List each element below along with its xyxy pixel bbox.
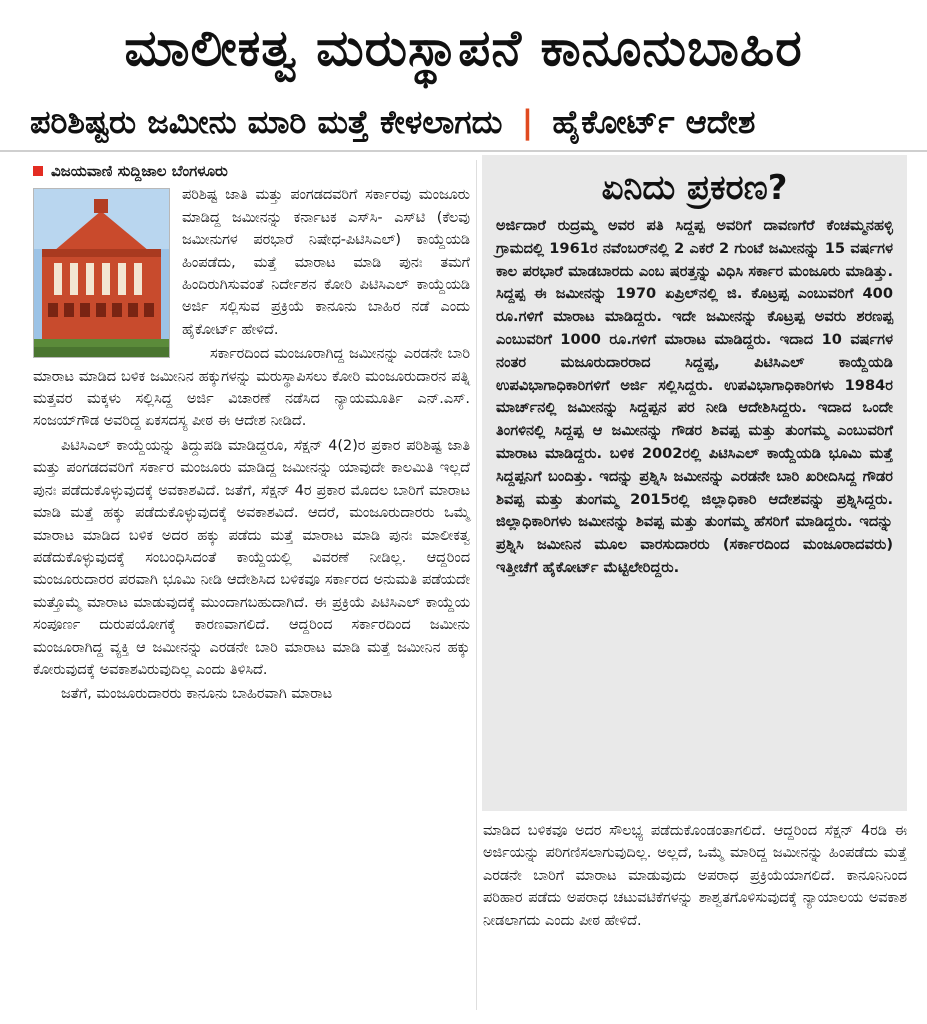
article-left-column <box>33 160 470 708</box>
byline-marker-icon <box>33 166 43 176</box>
subheadline-separator: | <box>521 103 534 141</box>
byline <box>33 160 470 182</box>
byline-text: ವಿಜಯವಾಣಿ ಸುದ್ದಿಜಾಲ ಬೆಂಗಳೂರು <box>51 162 228 180</box>
header-divider <box>0 150 927 152</box>
headline: ಮಾಲೀಕತ್ವ ಮರುಸ್ಥಾಪನೆ ಕಾನೂನುಬಾಹಿರ <box>124 19 803 77</box>
article-paragraph-3: ಪಿಟಿಸಿಎಲ್ ಕಾಯ್ದೆಯನ್ನು ತಿದ್ದುಪಡಿ ಮಾಡಿದ್ದರೂ, ಸೆಕ್ಷನ್ 4(2)ರ ಪ್ರಕಾರ ಪರಿಶಿಷ್ಟ ಜಾತಿ ಮತ್ತು ಪಂಗಡದವರಿಗೆ ಸರ್ಕಾರ ಮಂಜೂರು ಮಾಡಿದ್ದ ಜಮೀನನ್ನು ಯಾವುದೇ ಕಾಲಮಿತಿ ಇಲ್ಲದೆ ಪುನಃ ಪಡೆದುಕೊಳ್ಳುವುದಕ್ಕೆ ಅವಕಾಶವಿದೆ. ಜತೆಗೆ, ಸೆಕ್ಷನ್ 4ರ ಪ್ರಕಾರ ಮೊದಲ ಬಾರಿಗೆ ಮಾರಾಟ ಮಾಡಿ ಮತ್ತೆ ಹಕ್ಕು ಪಡೆದುಕೊಳ್ಳುವುದಕ್ಕೆ ಅವಕಾಶವಿದೆ. ಆದರೆ, ಮಂಜೂರುದಾರರು ಒಮ್ಮೆ ಮಾರಾಟ ಮಾಡಿದ ಬಳಿಕ ಅದರ ಹಕ್ಕು ಪಡೆದು ಮತ್ತೆ ಮಾರಾಟ ಮಾಡಿ ಪುನಃ ಮಾಲೀಕತ್ವ ಪಡೆದುಕೊಳ್ಳುವುದಕ್ಕೆ ಸಂಬಂಧಿಸಿದಂತೆ ಕಾಯ್ದೆಯಲ್ಲಿ ವಿವರಣೆ ನೀಡಿಲ್ಲ. ಆದ್ದರಿಂದ ಮಂಜೂರುದಾರರ ಪರವಾಗಿ ಭೂಮಿ ನೀಡಿ ಆದೇಶಿಸಿದ ಬಳಿಕವೂ ಸರ್ಕಾರದ ಅನುಮತಿ ಪಡೆಯದೇ ಮತ್ತೊಮ್ಮೆ ಮಾರಾಟ ಮಾಡುವುದಕ್ಕೆ ಮುಂದಾಗಬಹುದಾಗಿದೆ. ಈ ಪ್ರಕ್ರಿಯೆ ಪಿಟಿಸಿಎಲ್ ಕಾಯ್ದೆಯ ಸಂಪೂರ್ಣ ದುರುಪಯೋಗಕ್ಕೆ ಕಾರಣವಾಗಲಿದೆ. ಆದ್ದರಿಂದ ಸರ್ಕಾರದಿಂದ ಜಮೀನು ಮಂಜೂರಾಗಿದ್ದ ವ್ಯಕ್ತಿ ಆ ಜಮೀನನ್ನು ಎರಡನೇ ಬಾರಿ ಮಾರಾಟ ಮಾಡಿ ಮತ್ತೆ ಜಮೀನಿನ ಹಕ್ಕು ಕೋರುವುದಕ್ಕೆ ಅವಕಾಶವಿರುವುದಿಲ್ಲ ಎಂದು ತಿಳಿಸಿದೆ. <box>33 437 470 678</box>
article-paragraph-1-text: ಪರಿಶಿಷ್ಟ ಜಾತಿ ಮತ್ತು ಪಂಗಡದವರಿಗೆ ಸರ್ಕಾರವು ಮಂಜೂರು ಮಾಡಿದ್ದ ಜಮೀನನ್ನು ಕರ್ನಾಟಕ ಎಸ್‌ಸಿ- ಎಸ್‌ಟಿ (ಕೆಲವು ಜಮೀನುಗಳ ಪರಭಾರೆ ನಿಷೇಧ-ಪಿಟಿಸಿಎಲ್) ಕಾಯ್ದೆಯಡಿ ಹಿಂಪಡೆದು, ಮತ್ತೆ ಮಾರಾಟ ಮಾಡಿ ಪುನಃ ತಮಗೆ ಹಿಂದಿರುಗಿಸುವಂತೆ ನಿರ್ದೇಶನ ಕೋರಿ ಪಿಟಿಸಿಎಲ್ ಕಾಯ್ದೆಯಡಿ ಅರ್ಜಿ ಸಲ್ಲಿಸುವ ಪ್ರಕ್ರಿಯೆ ಕಾನೂನು ಬಾಹಿರ ನಡೆ ಎಂದು ಹೈಕೋರ್ಟ್ ಹೇಳಿದೆ. <box>182 187 470 338</box>
case-background-text: ಅರ್ಜಿದಾರೆ ರುದ್ರಮ್ಮ ಅವರ ಪತಿ ಸಿದ್ದಪ್ಪ ಅವರಿಗೆ ದಾವಣಗೆರೆ ಕೆಂಚಮ್ಮನಹಳ್ಳಿ ಗ್ರಾಮದಲ್ಲಿ 1961ರ ನವೆಂಬರ್‌ನಲ್ಲಿ 2 ಎಕರೆ 2 ಗುಂಟೆ ಜಮೀನನ್ನು 15 ವರ್ಷಗಳ ಕಾಲ ಪರಭಾರೆ ಮಾಡಬಾರದು ಎಂಬ ಷರತ್ತನ್ನು ವಿಧಿಸಿ ಸರ್ಕಾರ ಮಂಜೂರು ಮಾಡಿತ್ತು. ಸಿದ್ದಪ್ಪ ಈ ಜಮೀನನ್ನು 1970 ಏಪ್ರಿಲ್‌ನಲ್ಲಿ ಜಿ. ಕೊಟ್ರಪ್ಪ ಎಂಬುವರಿಗೆ 400 ರೂ.ಗಳಿಗೆ ಮಾರಾಟ ಮಾಡಿದ್ದರು. ಇದೇ ಜಮೀನನ್ನು ಕೊಟ್ರಪ್ಪ ಅವರು ಶರಣಪ್ಪ ಎಂಬುವರಿಗೆ 1000 ರೂ.ಗಳಿಗೆ ಮಾರಾಟ ಮಾಡಿದ್ದರು. ಇದಾದ 10 ವರ್ಷಗಳ ನಂತರ ಮಜೂರುದಾರರಾದ ಸಿದ್ದಪ್ಪ, ಪಿಟಿಸಿಎಲ್ ಕಾಯ್ದೆಯಡಿ ಉಪವಿಭಾಗಾಧಿಕಾರಿಗಳಿಗೆ ಅರ್ಜಿ ಸಲ್ಲಿಸಿದ್ದರು. ಉಪವಿಭಾಗಾಧಿಕಾರಿಗಳು 1984ರ ಮಾರ್ಚ್‌ನಲ್ಲಿ ಜಮೀನನ್ನು ಸಿದ್ದಪ್ಪನ ಪರ ನೀಡಿ ಆದೇಶಿಸಿದ್ದರು. ಇದಾದ ಒಂದೇ ತಿಂಗಳಿನಲ್ಲಿ ಸಿದ್ದಪ್ಪ ಆ ಜಮೀನನ್ನು ಗೌಡರ ಶಿವಪ್ಪ ಮತ್ತು ತುಂಗಮ್ಮ ಎಂಬುವರಿಗೆ ಮಾರಾಟ ಮಾಡಿದ್ದರು. ಬಳಿಕ 2002ರಲ್ಲಿ ಪಿಟಿಸಿಎಲ್ ಕಾಯ್ದೆಯಡಿ ಭೂಮಿ ಮತ್ತೆ ಸಿದ್ದಪ್ಪನಿಗೆ ಬಂದಿತ್ತು. ಇದನ್ನು ಪ್ರಶ್ನಿಸಿ ಜಮೀನನ್ನು ಎರಡನೇ ಬಾರಿ ಖರೀದಿಸಿದ್ದ ಗೌಡರ ಶಿವಪ್ಪ ಮತ್ತು ತುಂಗಮ್ಮ 2015ರಲ್ಲಿ ಜಿಲ್ಲಾಧಿಕಾರಿ ಆದೇಶವನ್ನು ಪ್ರಶ್ನಿಸಿದ್ದರು. ಜಿಲ್ಲಾಧಿಕಾರಿಗಳು ಜಮೀನನ್ನು ಶಿವಪ್ಪ ಮತ್ತು ತುಂಗಮ್ಮ ಹೆಸರಿಗೆ ಮಾಡಿದ್ದರು. ಇದನ್ನು ಪ್ರಶ್ನಿಸಿ ಜಮೀನಿನ ಮೂಲ ವಾರಸುದಾರರು (ಸರ್ಕಾರದಿಂದ ಮಂಜೂರಾದವರು) ಇತ್ತೀಚೆಗೆ ಹೈಕೋರ್ಟ್ ಮೆಟ್ಟಿಲೇರಿದ್ದರು. <box>496 217 893 576</box>
subheadline <box>30 100 910 144</box>
case-background-title: ಏನಿದು ಪ್ರಕರಣ? <box>601 168 788 208</box>
high-court-photo <box>33 188 170 358</box>
article-paragraph-1 <box>33 184 470 341</box>
article-continuation <box>483 820 907 932</box>
column-divider <box>476 160 477 1010</box>
case-background-box <box>482 155 907 811</box>
high-court-building-icon <box>34 189 169 357</box>
article-paragraph-2: ಸರ್ಕಾರದಿಂದ ಮಂಜೂರಾಗಿದ್ದ ಜಮೀನನ್ನು ಎರಡನೇ ಬಾರಿ ಮಾರಾಟ ಮಾಡಿದ ಬಳಿಕ ಜಮೀನಿನ ಹಕ್ಕುಗಳನ್ನು ಮರುಸ್ಥಾಪಿಸಲು ಕೋರಿ ಮಂಜೂರುದಾರನ ಪತ್ನಿ ಮತ್ತವರ ಮಕ್ಕಳು ಸಲ್ಲಿಸಿದ್ದ ಅರ್ಜಿ ವಿಚಾರಣೆ ನಡೆಸಿದ ನ್ಯಾಯಮೂರ್ತಿ ಎನ್.ಎಸ್. ಸಂಜಯ್‌ಗೌಡ ಅವರಿದ್ದ ಏಕಸದಸ್ಯ ಪೀಠ ಈ ಆದೇಶ ನೀಡಿದೆ. <box>33 346 470 430</box>
article-paragraph-4: ಜತೆಗೆ, ಮಂಜೂರುದಾರರು ಕಾನೂನು ಬಾಹಿರವಾಗಿ ಮಾರಾಟ <box>61 686 333 703</box>
subheadline-right: ಹೈಕೋರ್ಟ್ ಆದೇಶ <box>552 103 756 141</box>
article-continuation-text: ಮಾಡಿದ ಬಳಿಕವೂ ಅದರ ಸೌಲಭ್ಯ ಪಡೆದುಕೊಂಡಂತಾಗಲಿದೆ. ಆದ್ದರಿಂದ ಸೆಕ್ಷನ್ 4ರಡಿ ಈ ಅರ್ಜಿಯನ್ನು ಪರಿಗಣಿಸಲಾಗುವುದಿಲ್ಲ. ಅಲ್ಲದೆ, ಒಮ್ಮೆ ಮಾರಿದ್ದ ಜಮೀನನ್ನು ಹಿಂಪಡೆದು ಮತ್ತೆ ಎರಡನೇ ಬಾರಿಗೆ ಮಾರಾಟ ಮಾಡುವುದು ಅಪರಾಧ ಪ್ರಕ್ರಿಯೆಯಾಗಲಿದೆ. ಕಾನೂನಿನಿಂದ ಪರಿಹಾರ ಪಡೆದು ಅಪರಾಧ ಚಟುವಟಿಕೆಗಳನ್ನು ಶಾಶ್ವತಗೊಳಿಸುವುದಕ್ಕೆ ನ್ಯಾಯಾಲಯ ಅವಕಾಶ ನೀಡಲಾಗದು ಎಂದು ಪೀಠ ಹೇಳಿದೆ. <box>483 823 907 929</box>
subheadline-left: ಪರಿಶಿಷ್ಟರು ಜಮೀನು ಮಾರಿ ಮತ್ತೆ ಕೇಳಲಾಗದು <box>30 103 503 141</box>
